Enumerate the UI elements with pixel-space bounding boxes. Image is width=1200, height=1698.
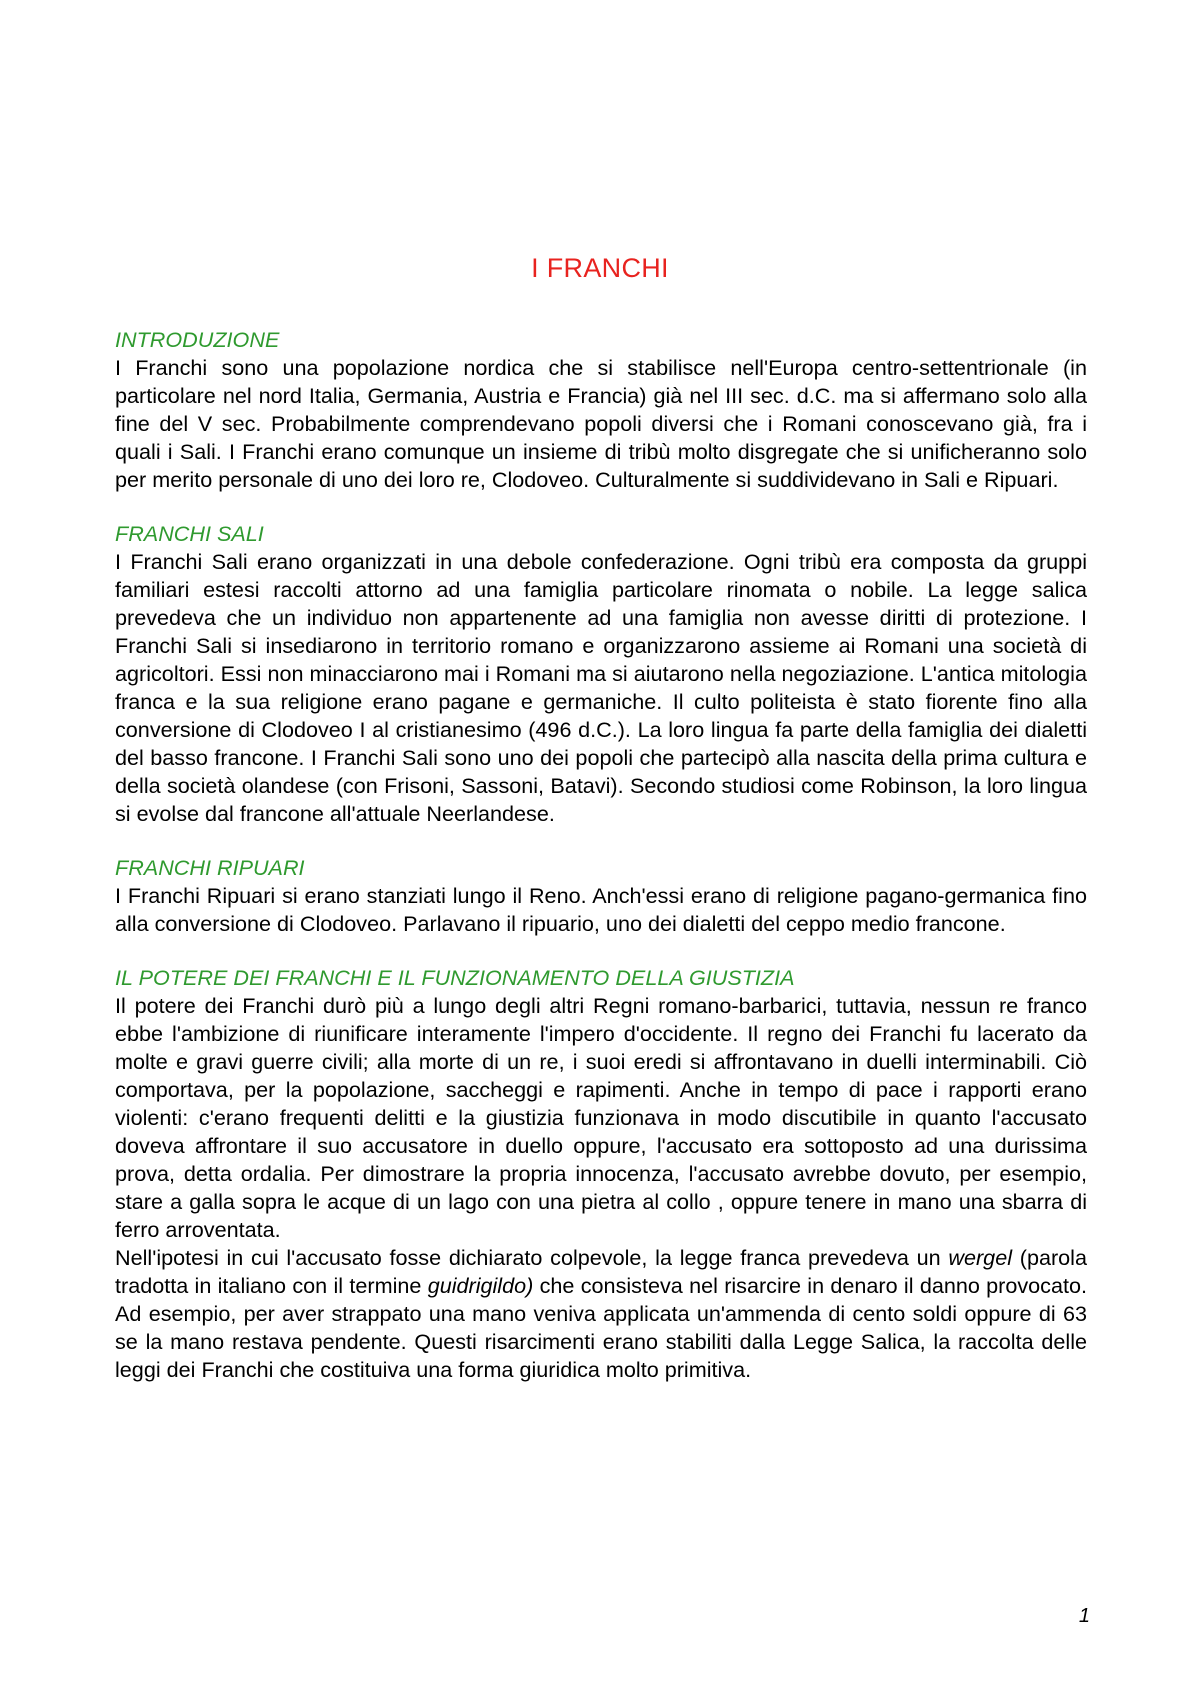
section-heading: IL POTERE DEI FRANCHI E IL FUNZIONAMENTO DELLA GIUSTIZIA: [115, 965, 795, 990]
section-paragraph: Il potere dei Franchi durò più a lungo degli altri Regni romano-barbarici, tuttavia, nessun re franco ebbe l'ambizione di riunificare interamente l'impero d'occidente. Il regno dei Franchi fu lacerato da molte e gravi guerre civili; alla morte di un re, i suoi eredi si affrontavano in duelli interminabili. Ciò comportava, per la popolazione, saccheggi e rapimenti. Anche in tempo di pace i rapporti erano violenti: c'erano frequenti delitti e la giustizia funzionava in modo discutibile in quanto l'accusato doveva affrontare il suo accusatore in duello oppure, l'accusato era sottoposto ad una durissima prova, detta ordalia. Per dimostrare la propria innocenza, l'accusato avrebbe dovuto, per esempio, stare a galla sopra le acque di un lago con una pietra al collo , oppure tenere in mano una sbarra di ferro arroventata.: [115, 993, 1087, 1242]
paragraph-text: che consisteva nel risarcire in denaro il danno provocato. Ad esempio, per aver strappato una mano veniva applicata un'ammenda di cento soldi oppure di 63 se la mano restava pendente. Questi risarcimenti erano stabiliti dalla Legge Salica, la raccolta delle leggi dei Franchi che costituiva una forma giuridica molto primitiva.: [115, 1273, 1087, 1382]
paragraph-text: parola tradotta in italiano con il termine: [115, 1245, 1087, 1298]
document-title: I FRANCHI: [531, 253, 669, 283]
section-franchi-ripuari: [115, 854, 1087, 938]
term-guidrigildo: guidrigildo): [427, 1273, 534, 1298]
section-heading: INTRODUZIONE: [115, 327, 280, 352]
section-paragraph-final: [115, 1244, 1087, 1384]
section-paragraph: I Franchi Sali erano organizzati in una debole confederazione. Ogni tribù era composta da gruppi familiari estesi raccolti attorno ad una famiglia particolare rinomata o nobile. La legge salica prevedeva che un individuo non appartenente ad una famiglia non avesse diritti di protezione. I Franchi Sali si insediarono in territorio romano e organizzarono assieme ai Romani una società di agricoltori. Essi non minacciarono mai i Romani ma si aiutarono nella negoziazione. L'antica mitologia franca e la sua religione erano pagane e germaniche. Il culto politeista è stato fiorente fino alla conversione di Clodoveo I al cristianesimo (496 d.C.). La loro lingua fa parte della famiglia dei dialetti del basso francone. I Franchi Sali sono uno dei popoli che partecipò alla nascita della prima cultura e della società olandese (con Frisoni, Sassoni, Batavi). Secondo studiosi come Robinson, la loro lingua si evolse dal francone all'attuale Neerlandese.: [115, 549, 1087, 826]
page-number: 1: [1078, 1605, 1090, 1627]
section-paragraph: I Franchi sono una popolazione nordica che si stabilisce nell'Europa centro-settentrionale (in particolare nel nord Italia, Germania, Austria e Francia) già nel III sec. d.C. ma si affermano solo alla fine del V sec. Probabilmente comprendevano popoli diversi che i Romani conoscevano già, fra i quali i Sali. I Franchi erano comunque un insieme di tribù molto disgregate che si unificheranno solo per merito personale di uno dei loro re, Clodoveo. Culturalmente si suddividevano in Sali e Ripuari.: [115, 355, 1087, 492]
section-introduzione: [115, 326, 1087, 494]
term-wergel: wergel: [948, 1245, 1013, 1270]
section-paragraph: I Franchi Ripuari si erano stanziati lungo il Reno. Anch'essi erano di religione pagano-germanica fino alla conversione di Clodoveo. Parlavano il ripuario, uno dei dialetti del ceppo medio francone.: [115, 883, 1087, 936]
paragraph-text: (: [1012, 1245, 1027, 1270]
section-heading: FRANCHI RIPUARI: [115, 855, 305, 880]
section-franchi-sali: [115, 520, 1087, 828]
paragraph-text: Nell'ipotesi in cui l'accusato fosse dichiarato colpevole, la legge franca prevedeva un: [115, 1245, 949, 1270]
section-potere-giustizia: [115, 964, 1087, 1384]
document-body: [115, 326, 1087, 1410]
section-heading: FRANCHI SALI: [115, 521, 264, 546]
